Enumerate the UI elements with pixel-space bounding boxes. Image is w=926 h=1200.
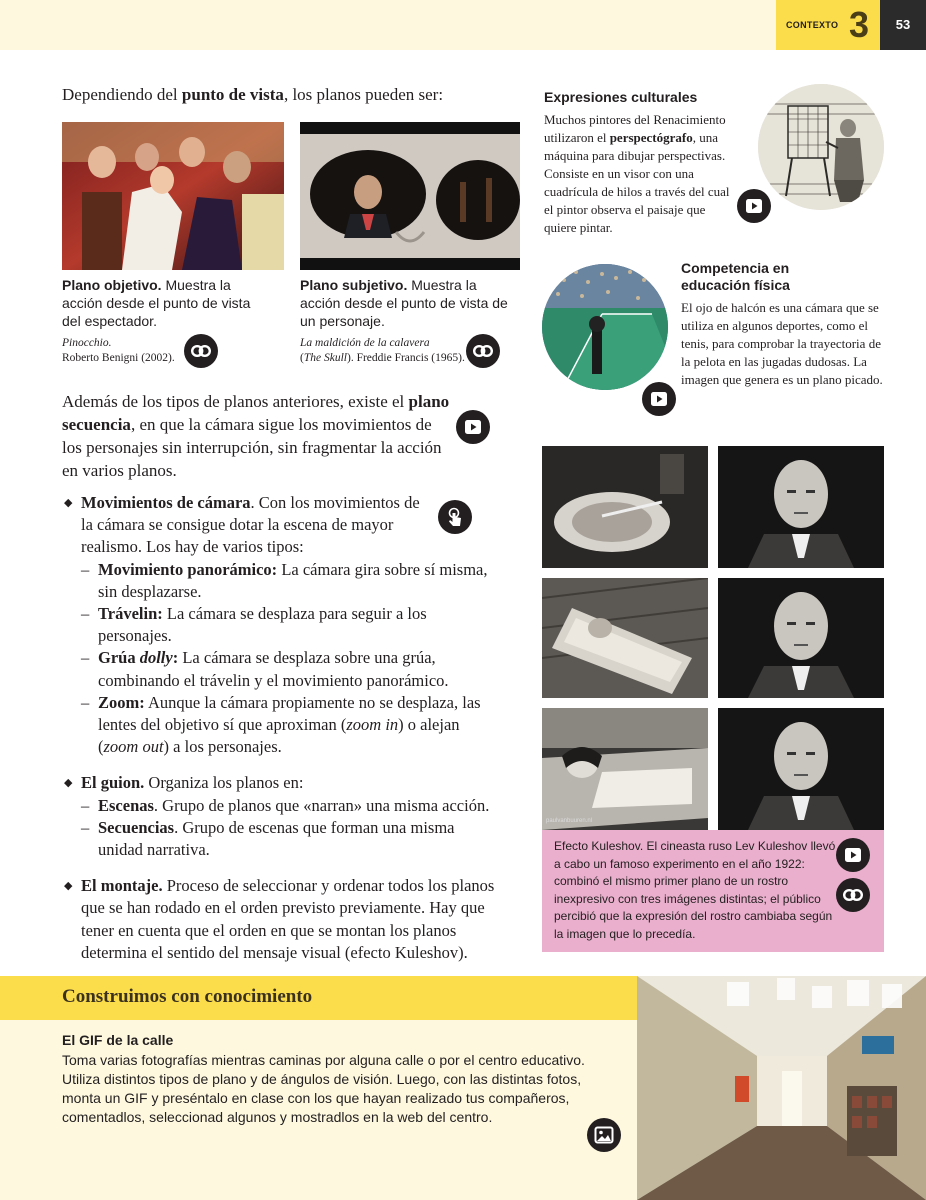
- page-number: 53: [880, 0, 926, 50]
- gif-subheading: El GIF de la calle: [62, 1032, 174, 1048]
- link-icon[interactable]: [466, 334, 500, 368]
- plano-secuencia-paragraph: Además de los tipos de planos anteriores, existe el plano secuencia, en que la cámara sigue los movimientos de los personajes sin interrupción, sin fragmentar la acción en varios planos.: [62, 392, 450, 480]
- kuleshov-face-photo: [718, 708, 884, 830]
- the-skull-photo: [300, 122, 520, 270]
- play-icon[interactable]: [737, 189, 771, 223]
- bullet-movimientos: ◆ Movimientos de cámara. Con los movimientos de la cámara se consigue dotar la escena de mayor realismo. Los hay de varios tipos: – Movimiento panorámico: La cámara gira sobre sí misma, sin desplazarse. – Trávelin: La cámara se desplaza para seguir a los personajes. – Grúa dolly: La cámara se desplaza sobre una grúa, combinando el trávelin y el movimiento panorámico. – Zoom: Aunque la cámara propiamente no se desplaza, las lentes del objetivo sí que aproximan (zoom in) o alejan (zoom out) a los personajes.: [62, 492, 502, 758]
- dash-item: – Movimiento panorámico: La cámara gira sobre sí misma, sin desplazarse.: [81, 559, 488, 601]
- pinocchio-credit: Pinocchio. Roberto Benigni (2002).: [62, 337, 175, 364]
- gif-activity-text: Toma varias fotografías mientras caminas por alguna calle o por el centro educativo. Utiliza distintos tipos de plano y de ángulos de visión. Luego, con las distintas fotos, monta un GIF y preséntalo en clase con los que hayan realizado tus compañeros, comentadlos, seleccionad algunos y mostradlos en la web del centro.: [62, 1052, 585, 1125]
- dash-item: – Trávelin: La cámara se desplaza para seguir a los personajes.: [81, 604, 427, 646]
- dash-item: – Zoom: Aunque la cámara propiamente no se desplaza, las lentes del objetivo sí que aproximan (zoom in) o alejan (zoom out) a los personajes.: [81, 692, 481, 757]
- competencia-title: Competencia en educación física: [681, 260, 790, 293]
- header-band: [0, 0, 778, 50]
- intro-text: Dependiendo del punto de vista, los planos pueden ser:: [62, 85, 444, 104]
- hawk-eye-photo: [542, 264, 668, 390]
- play-icon[interactable]: [836, 838, 870, 872]
- plano-subjetivo-caption: Plano subjetivo. Muestra la acción desde el punto de vista de un personaje.: [300, 277, 508, 329]
- kuleshov-caption-box: [542, 830, 884, 952]
- school-corridor-photo: [637, 976, 926, 1200]
- perspectografo-engraving: [758, 84, 884, 210]
- kuleshov-face-photo: [718, 446, 884, 568]
- construimos-heading: Construimos con conocimiento: [62, 986, 313, 1007]
- kuleshov-woman-photo: [542, 708, 708, 830]
- skull-credit: La maldición de la calavera (The Skull). Freddie Francis (1965).: [300, 337, 465, 364]
- chapter-number: 3: [849, 4, 870, 45]
- dash-item: – Grúa dolly: La cámara se desplaza sobre una grúa, combinando el trávelin y el movimiento panorámico.: [81, 648, 449, 690]
- kuleshov-caption: Efecto Kuleshov. El cineasta ruso Lev Kuleshov llevó a cabo un famoso experimento en el año 1922: combinó el mismo primer plano de un rostro inexpresivo con tres imágenes distintas; el público percibió que la expresión del rostro cambiaba según la imagen que lo precedía.: [554, 839, 836, 941]
- expresiones-text: Muchos pintores del Renacimiento utilizaron el perspectógrafo, una máquina para dibujar perspectivas. Consiste en un visor con una cuadrícula de hilos a través del cual el pintor observa el paisaje que quiere pintar.: [544, 112, 730, 235]
- kuleshov-watermark: paulvanbuuren.nl: [546, 818, 593, 824]
- image-icon[interactable]: [587, 1118, 621, 1152]
- section-label: CONTEXTO: [786, 20, 839, 30]
- kuleshov-coffin-photo: [542, 578, 708, 698]
- touch-icon[interactable]: [438, 500, 472, 534]
- dash-item: – Secuencias. Grupo de escenas que forman una misma unidad narrativa.: [81, 817, 455, 860]
- bullet-montaje: ◆ El montaje. Proceso de seleccionar y ordenar todos los planos que se han rodado en el orden previsto previamente. Hay que tener en cuenta que el orden en que se montan los planos determina el sentido del mensaje visual (efecto Kuleshov).: [64, 876, 495, 962]
- bullet-guion: ◆ El guion. Organiza los planos en: – Escenas. Grupo de planos que «narran» una misma acción. – Secuencias. Grupo de escenas que forman una misma unidad narrativa.: [62, 772, 502, 861]
- play-icon[interactable]: [642, 382, 676, 416]
- dash-item: – Escenas. Grupo de planos que «narran» una misma acción.: [81, 795, 490, 815]
- link-icon[interactable]: [184, 334, 218, 368]
- play-icon[interactable]: [456, 410, 490, 444]
- bullet-list: [62, 492, 502, 964]
- kuleshov-soup-photo: [542, 446, 708, 568]
- competencia-text: El ojo de halcón es una cámara que se utiliza en algunos deportes, como el tenis, para comprobar la trayectoria de la pelota en las jugadas dudosas. La imagen que genera es un plano picado.: [681, 300, 883, 387]
- pinocchio-photo: [62, 122, 284, 270]
- kuleshov-face-photo: [718, 578, 884, 698]
- link-icon[interactable]: [836, 878, 870, 912]
- plano-objetivo-caption: Plano objetivo. Muestra la acción desde el punto de vista del espectador.: [62, 277, 251, 329]
- expresiones-title: Expresiones culturales: [544, 89, 698, 105]
